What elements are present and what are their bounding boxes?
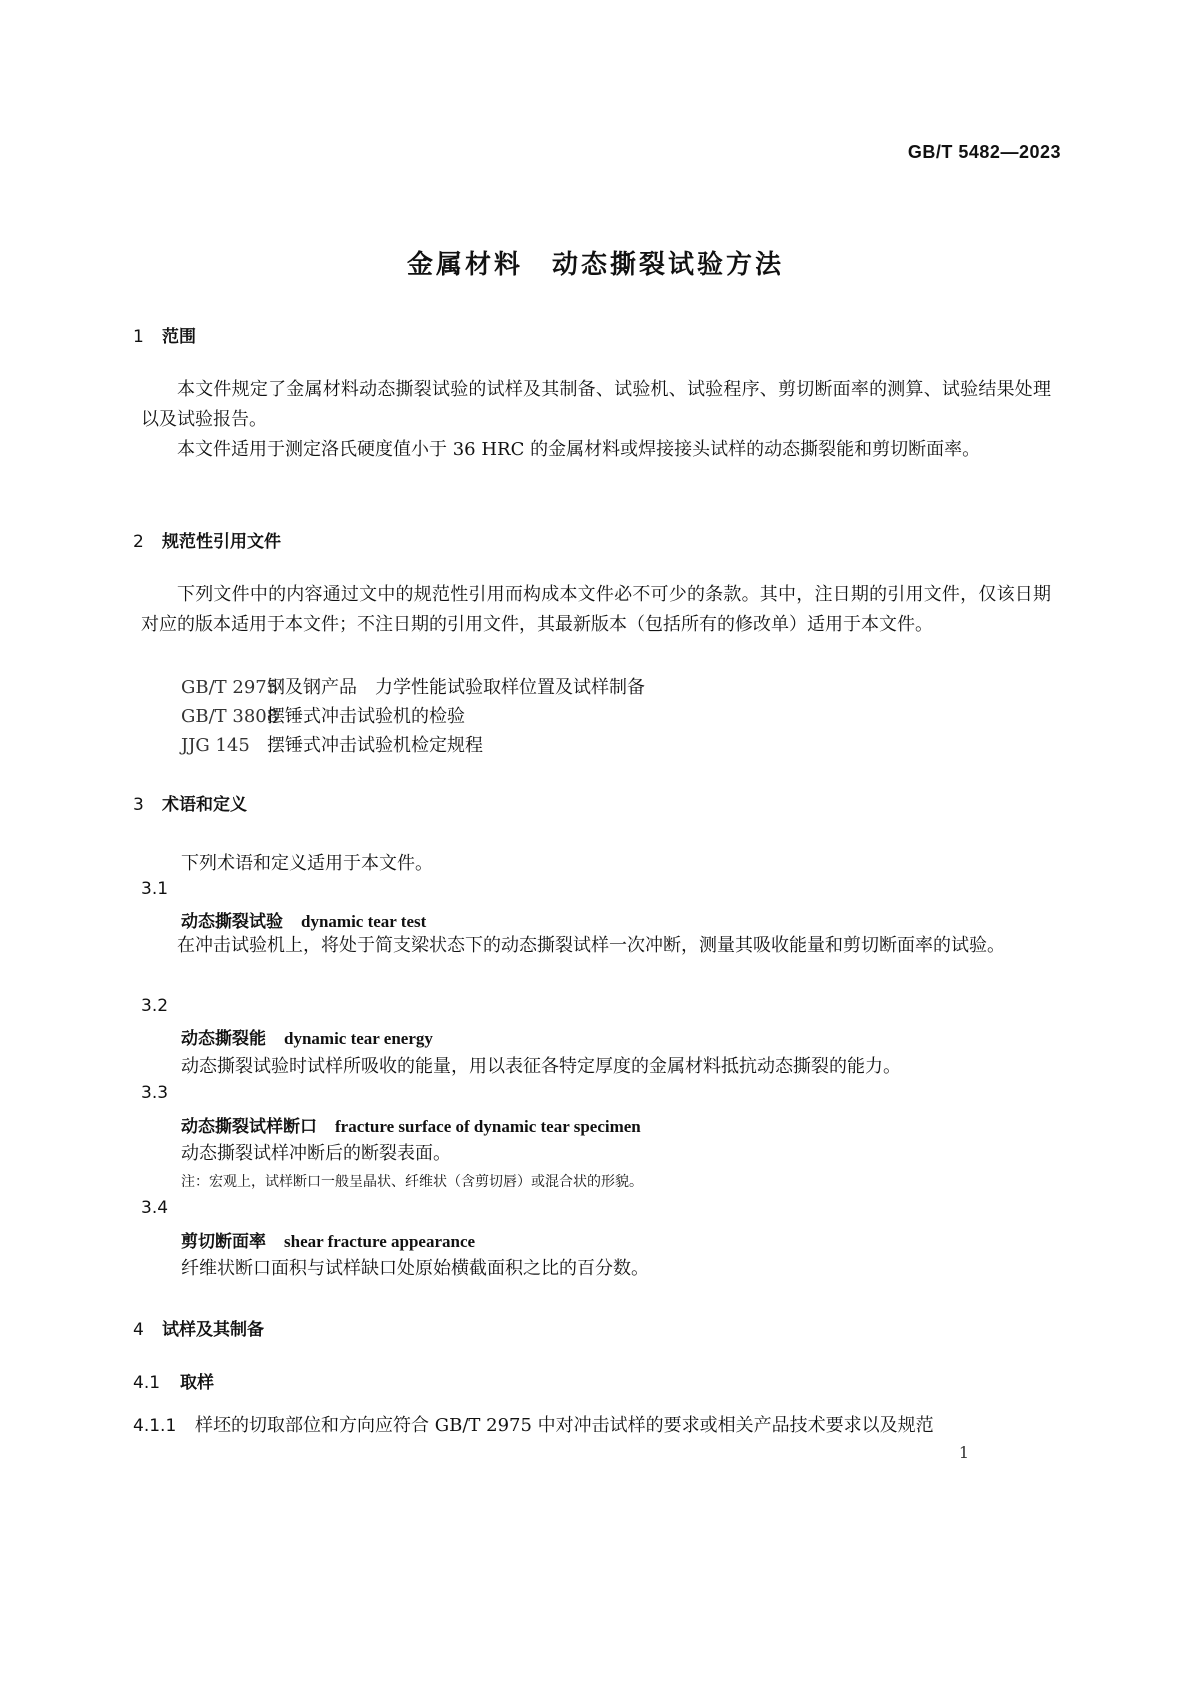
- standard-code: GB/T 5482—2023: [907, 142, 1061, 162]
- reference-title: 摆锤式冲击试验机的检验: [267, 706, 465, 727]
- document-title: 金属材料 动态撕裂试验方法: [406, 250, 784, 280]
- subsection-heading-4-1: [133, 1368, 214, 1393]
- reference-item: [181, 702, 465, 728]
- reference-code: GB/T 3808: [181, 706, 279, 727]
- page-number: 1: [958, 1443, 969, 1462]
- section-number: 2: [133, 532, 144, 552]
- section-heading-1: [133, 322, 196, 347]
- section-number: 3: [133, 795, 144, 815]
- reference-item: [181, 673, 645, 699]
- term-heading: [181, 907, 426, 932]
- term-heading: [181, 1227, 475, 1252]
- clause-text: 样坯的切取部位和方向应符合 GB/T 2975 中对冲击试样的要求或相关产品技术要求以及规范: [195, 1415, 934, 1436]
- term-english: shear fracture appearance: [284, 1232, 476, 1251]
- term-definition: 纤维状断口面积与试样缺口处原始横截面积之比的百分数。: [181, 1258, 649, 1279]
- term-chinese: 动态撕裂能: [181, 1029, 266, 1049]
- section-heading-4: [133, 1315, 264, 1340]
- terms-intro: 下列术语和定义适用于本文件。: [181, 853, 433, 874]
- reference-title: 摆锤式冲击试验机检定规程: [267, 735, 483, 756]
- clause-4-1-1: [133, 1411, 934, 1437]
- term-heading: [181, 1112, 641, 1137]
- scope-paragraph-1: 本文件规定了金属材料动态撕裂试验的试样及其制备、试验机、试验程序、剪切断面率的测算、试验结果处理以及试验报告。: [141, 379, 1051, 430]
- scope-paragraph-2: 本文件适用于测定洛氏硬度值小于 36 HRC 的金属材料或焊接接头试样的动态撕裂能和剪切断面率。: [177, 439, 981, 460]
- term-number: 3.4: [141, 1198, 169, 1218]
- normative-references-paragraph: 下列文件中的内容通过文中的规范性引用而构成本文件必不可少的条款。其中，注日期的引用文件，仅该日期对应的版本适用于本文件；不注日期的引用文件，其最新版本（包括所有的修改单）适用于本文件。: [141, 584, 1051, 635]
- section-heading-2: [133, 527, 281, 552]
- clause-number: 4.1.1: [133, 1416, 177, 1436]
- subsection-number: 4.1: [133, 1373, 161, 1393]
- section-number: 1: [133, 327, 144, 347]
- section-title: 规范性引用文件: [162, 532, 281, 552]
- term-chinese: 剪切断面率: [181, 1232, 266, 1252]
- reference-code: JJG 145: [181, 735, 250, 756]
- term-number: 3.1: [141, 879, 169, 899]
- term-number: 3.3: [141, 1083, 169, 1103]
- term-number: 3.2: [141, 996, 169, 1016]
- reference-item: [181, 731, 483, 757]
- term-definition: 动态撕裂试验时试样所吸收的能量，用以表征各特定厚度的金属材料抵抗动态撕裂的能力。: [181, 1056, 901, 1077]
- section-title: 术语和定义: [162, 795, 247, 815]
- section-title: 范围: [162, 327, 196, 347]
- term-chinese: 动态撕裂试验: [181, 912, 283, 932]
- section-number: 4: [133, 1320, 144, 1340]
- subsection-title: 取样: [180, 1373, 214, 1393]
- section-title: 试样及其制备: [162, 1320, 264, 1340]
- term-english: fracture surface of dynamic tear specimen: [335, 1117, 641, 1136]
- term-definition: 动态撕裂试样冲断后的断裂表面。: [181, 1143, 451, 1164]
- term-english: dynamic tear test: [301, 912, 427, 931]
- reference-code: GB/T 2975: [181, 677, 279, 698]
- reference-title: 钢及钢产品 力学性能试验取样位置及试样制备: [267, 677, 645, 698]
- term-chinese: 动态撕裂试样断口: [181, 1117, 317, 1137]
- section-heading-3: [133, 790, 247, 815]
- term-definition: 在冲击试验机上，将处于简支梁状态下的动态撕裂试样一次冲断，测量其吸收能量和剪切断面率的试验。: [177, 935, 1005, 956]
- term-note: 注：宏观上，试样断口一般呈晶状、纤维状（含剪切唇）或混合状的形貌。: [181, 1174, 643, 1190]
- term-english: dynamic tear energy: [284, 1029, 433, 1048]
- term-heading: [181, 1024, 433, 1049]
